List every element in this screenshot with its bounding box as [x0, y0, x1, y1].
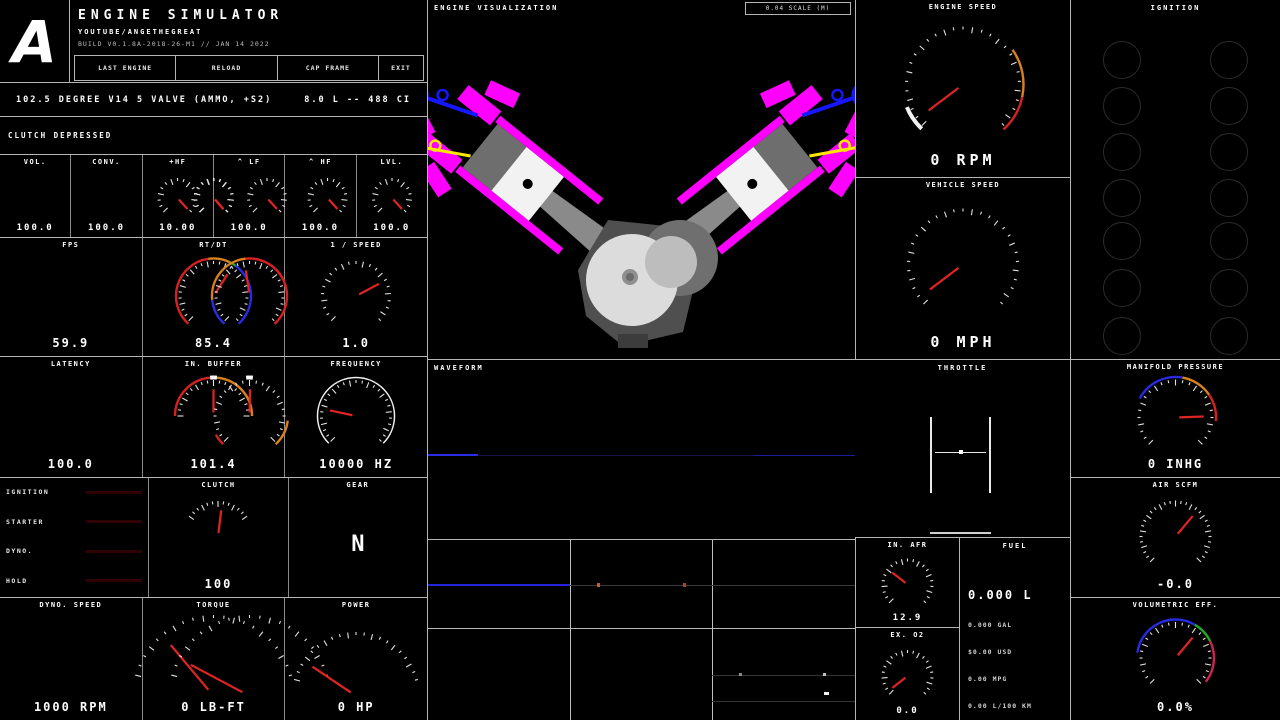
toggle-state-bar — [86, 491, 142, 494]
o2-gauge-value: 0.0 — [896, 706, 919, 716]
app-subtitle: YOUTUBE/ANGETHEGREAT — [78, 28, 203, 36]
gauge-power-value: 0 HP — [337, 700, 375, 714]
spark-indicator — [1210, 222, 1248, 260]
gauge-latency-label: LATENCY — [50, 360, 91, 368]
toggle-label: HOLD — [6, 576, 28, 585]
gauge-lvl- — [357, 155, 427, 237]
gauge-in-buffer — [143, 357, 286, 477]
audio-buffer-gauge-row — [0, 357, 428, 478]
plot-gridline — [712, 675, 855, 676]
gauge-needle — [892, 573, 905, 583]
plot-marker — [683, 583, 686, 587]
gauge-conv--dial — [71, 169, 141, 223]
gauge--hf-value: 10.00 — [159, 223, 197, 233]
throttle-panel — [855, 360, 1070, 538]
gauge--lf-value: 100.0 — [230, 223, 268, 233]
gauge--hf — [285, 155, 356, 237]
o2-gauge-dial — [856, 642, 959, 706]
toggle-dyno-[interactable] — [6, 547, 144, 555]
throttle-position-dot[interactable] — [959, 450, 963, 454]
gauge-lvl--value: 100.0 — [373, 223, 411, 233]
plot-gridline — [712, 701, 855, 702]
gauge-needle — [1178, 516, 1193, 534]
toggle-hold[interactable] — [6, 577, 144, 585]
map-gauge — [1071, 360, 1280, 477]
ignition-title: IGNITION — [1150, 4, 1201, 12]
gauge-conv--value: 100.0 — [87, 223, 126, 233]
spark-indicator — [1210, 133, 1248, 171]
gauge--hf — [143, 155, 214, 237]
volumetric-eff-panel — [1070, 598, 1280, 720]
gauge-conv--label: CONV. — [92, 158, 121, 166]
gear-indicator — [289, 478, 427, 597]
gauge-1-speed — [285, 238, 427, 356]
gauge-torque-dial — [143, 612, 285, 700]
gauge-needle — [329, 199, 338, 209]
throttle-title: THROTTLE — [937, 364, 988, 372]
spark-indicator — [1210, 317, 1248, 355]
fuel-stat-line: $0.00 USD — [968, 648, 1013, 656]
toggle-starter[interactable] — [6, 518, 144, 526]
air-gauge — [1071, 478, 1280, 597]
gauge-needle — [246, 270, 249, 292]
plot-marker — [823, 673, 826, 676]
gauge-frequency-value: 10000 HZ — [319, 457, 394, 471]
plot-axis-line — [428, 628, 855, 629]
gauge-rt-dt-dial — [143, 252, 285, 336]
map-gauge-dial — [1071, 374, 1280, 457]
exhaust-o2-panel — [855, 628, 960, 720]
gauge-dyno-speed-value: 1000 RPM — [33, 700, 108, 714]
map-gauge-label: MANIFOLD PRESSURE — [1126, 363, 1225, 371]
fuel-stats — [960, 621, 1070, 710]
engine-name-bar — [0, 83, 428, 117]
gauge-power-label: POWER — [341, 601, 371, 609]
gauge-needle — [359, 284, 379, 295]
plot-marker — [824, 692, 829, 695]
fuel-volume-value: 0.000 L — [968, 588, 1033, 602]
audio-gauge-row — [0, 155, 428, 238]
gauge-clutch-value: 100 — [204, 577, 233, 591]
plot-grid-vline — [570, 540, 571, 720]
performance-gauge-row — [0, 238, 428, 357]
gauge-dyno-speed-dial — [0, 612, 142, 700]
throttle-base-line — [930, 532, 991, 534]
gauge-conv- — [71, 155, 142, 237]
gauge--hf-dial — [285, 169, 355, 223]
gauge-latency-dial — [0, 371, 142, 457]
throttle-rail-right — [989, 417, 991, 493]
gauge-torque-label: TORQUE — [196, 601, 231, 609]
afr-gauge — [856, 538, 959, 627]
gauge-needle — [892, 678, 905, 688]
vs-gauge — [856, 178, 1070, 359]
spark-indicator — [1103, 87, 1141, 125]
intake-afr-panel — [855, 538, 960, 628]
plot-marker — [739, 673, 742, 676]
spark-indicator — [1103, 133, 1141, 171]
status-text: CLUTCH DEPRESSED — [8, 131, 113, 140]
map-gauge-value: 0 INHG — [1147, 457, 1204, 471]
gauge-latency — [0, 357, 143, 477]
gauge-dyno-speed — [0, 598, 143, 720]
header-button-cap-frame[interactable]: CAP FRAME — [278, 56, 379, 80]
gauge-needle — [330, 410, 353, 415]
gear-label: GEAR — [346, 481, 370, 489]
spark-indicator — [1103, 41, 1141, 79]
engine-speed-panel — [855, 0, 1070, 178]
gauge-1-speed-label: 1 / SPEED — [330, 241, 382, 249]
gauge-lvl--label: LVL. — [380, 158, 404, 166]
afr-gauge-value: 12.9 — [892, 613, 923, 623]
toggle-panel — [0, 478, 149, 597]
gauge-vol--label: VOL. — [23, 158, 47, 166]
gauge-torque — [143, 598, 286, 720]
gauge-in-buffer-dial — [143, 371, 285, 457]
scale-indicator[interactable]: 0.04 SCALE (M) — [745, 2, 851, 15]
engine-displacement: 8.0 L -- 488 CI — [304, 94, 411, 105]
gauge-needle — [313, 667, 351, 693]
manifold-pressure-panel — [1070, 360, 1280, 478]
toggle-state-bar — [86, 579, 142, 582]
gauge-torque-value: 0 LB-FT — [181, 700, 246, 714]
es-gauge-label: ENGINE SPEED — [928, 3, 998, 11]
vs-gauge-dial — [856, 192, 1070, 333]
gauge--hf-label: +HF — [169, 158, 187, 166]
spark-indicator — [1210, 179, 1248, 217]
gauge-clutch-dial — [149, 492, 287, 577]
plot-grid-vline — [712, 540, 713, 720]
engine-visualization-panel — [428, 0, 855, 360]
fuel-stat-line: 0.000 GAL — [968, 621, 1013, 629]
afr-gauge-label: IN. AFR — [887, 541, 928, 549]
spark-indicator — [1210, 41, 1248, 79]
engine-diagram — [428, 12, 855, 360]
gauge-clutch-label: CLUTCH — [201, 481, 236, 489]
spark-indicator-grid — [1071, 0, 1280, 360]
gauge-lvl--dial — [357, 169, 427, 223]
throttle-rail-left — [930, 417, 932, 493]
spark-indicator — [1103, 269, 1141, 307]
air-gauge-label: AIR SCFM — [1152, 481, 1199, 489]
gauge-frequency-label: FREQUENCY — [330, 360, 382, 368]
spark-indicator — [1103, 317, 1141, 355]
status-bar — [0, 117, 428, 155]
gauge-needle — [929, 88, 959, 110]
gauge--hf-dial — [143, 169, 213, 223]
gauge-vol--value: 100.0 — [16, 223, 54, 233]
o2-gauge — [856, 628, 959, 720]
gauge--lf-dial — [214, 169, 284, 223]
fuel-stat-line: 0.00 MPG — [968, 675, 1008, 683]
header-button-bar — [74, 55, 424, 81]
gauge-needle — [1178, 638, 1193, 656]
gauge--lf — [214, 155, 285, 237]
fuel-stat-line: 0.00 L/100 KM — [968, 702, 1032, 710]
afr-gauge-dial — [856, 552, 959, 613]
build-string: BUILD V0.1.8A-2018-26-M1 // JAN 14 2022 — [78, 40, 270, 48]
header-button-exit[interactable]: EXIT — [391, 64, 411, 72]
vs-gauge-value: 0 MPH — [930, 333, 996, 351]
plot-grid-panel — [428, 540, 855, 720]
waveform-trace-left — [428, 454, 478, 456]
gauge-fps-dial — [0, 252, 142, 336]
fuel-title: FUEL — [1002, 542, 1028, 550]
gauge-rt-dt-label: RT/DT — [199, 241, 228, 249]
gauge-1-speed-value: 1.0 — [342, 336, 371, 350]
ve-gauge — [1071, 598, 1280, 720]
gauge-fps-label: FPS — [62, 241, 80, 249]
ignition-panel — [1070, 0, 1280, 360]
header-button-last-engine[interactable]: LAST ENGINE — [75, 56, 176, 80]
gauge-rt-dt-value: 85.4 — [195, 336, 232, 350]
dyno-gauge-row — [0, 598, 428, 720]
gauge-fps-value: 59.9 — [52, 336, 90, 350]
spark-indicator — [1210, 87, 1248, 125]
engine-name: 102.5 DEGREE V14 5 VALVE (AMMO, +S2) — [16, 94, 273, 105]
gauge-power-dial — [285, 612, 427, 700]
ve-gauge-dial — [1071, 612, 1280, 700]
gauge--lf-label: ^ LF — [237, 158, 261, 166]
es-gauge — [856, 0, 1070, 177]
gauge-needle — [191, 665, 242, 692]
waveform-title: WAVEFORM — [434, 364, 484, 372]
waveform-panel — [428, 360, 855, 540]
header-button-reload[interactable]: RELOAD — [176, 56, 277, 80]
toggle-state-bar — [86, 550, 142, 553]
vs-gauge-label: VEHICLE SPEED — [925, 181, 1001, 189]
spark-indicator — [1103, 222, 1141, 260]
gauge-frequency-dial — [285, 371, 427, 457]
app-logo: A — [0, 0, 70, 83]
controls-row — [0, 478, 428, 598]
ve-gauge-value: 0.0% — [1157, 700, 1194, 714]
gauge-latency-value: 100.0 — [47, 457, 94, 471]
gauge-fps — [0, 238, 143, 356]
air-gauge-dial — [1071, 492, 1280, 577]
gauge-dyno-speed-label: DYNO. SPEED — [39, 601, 103, 609]
toggle-label: IGNITION — [6, 488, 50, 496]
gauge-vol--dial — [0, 169, 70, 223]
gauge-needle — [930, 268, 959, 290]
gauge-power — [285, 598, 427, 720]
gauge-needle — [219, 510, 222, 533]
gauge-needle — [1179, 417, 1203, 418]
o2-gauge-label: EX. O2 — [890, 631, 925, 639]
fuel-panel — [960, 538, 1070, 720]
air-scfm-panel — [1070, 478, 1280, 598]
toggle-state-bar — [86, 520, 142, 523]
vehicle-speed-panel — [855, 178, 1070, 360]
gauge--hf-label: ^ HF — [309, 158, 332, 166]
clutch-gauge — [149, 478, 288, 597]
spark-indicator — [1103, 179, 1141, 217]
viz-title: ENGINE VISUALIZATION — [434, 4, 559, 12]
gauge-in-buffer-value: 101.4 — [190, 457, 237, 471]
gauge-vol- — [0, 155, 71, 237]
gauge-1-speed-dial — [285, 252, 427, 336]
ve-gauge-label: VOLUMETRIC EFF. — [1132, 601, 1219, 609]
plot-blue-trace — [428, 584, 570, 586]
toggle-label: STARTER — [6, 517, 44, 526]
es-gauge-value: 0 RPM — [930, 151, 996, 169]
app-title: ENGINE SIMULATOR — [78, 8, 284, 23]
gear-value: N — [351, 532, 365, 557]
spark-indicator — [1210, 269, 1248, 307]
toggle-label: DYNO. — [6, 547, 34, 556]
gauge-frequency — [285, 357, 427, 477]
plot-marker — [597, 583, 600, 587]
app-header — [0, 0, 428, 83]
gauge-needle — [393, 199, 402, 209]
gauge-needle — [268, 199, 277, 209]
air-gauge-value: -0.0 — [1157, 577, 1194, 591]
es-gauge-dial — [856, 14, 1070, 151]
gauge-in-buffer-label: IN. BUFFER — [184, 360, 243, 368]
gauge--hf-value: 100.0 — [301, 223, 340, 233]
waveform-trace-right — [753, 455, 855, 456]
gauge-rt-dt — [143, 238, 286, 356]
toggle-ignition[interactable] — [6, 488, 144, 496]
